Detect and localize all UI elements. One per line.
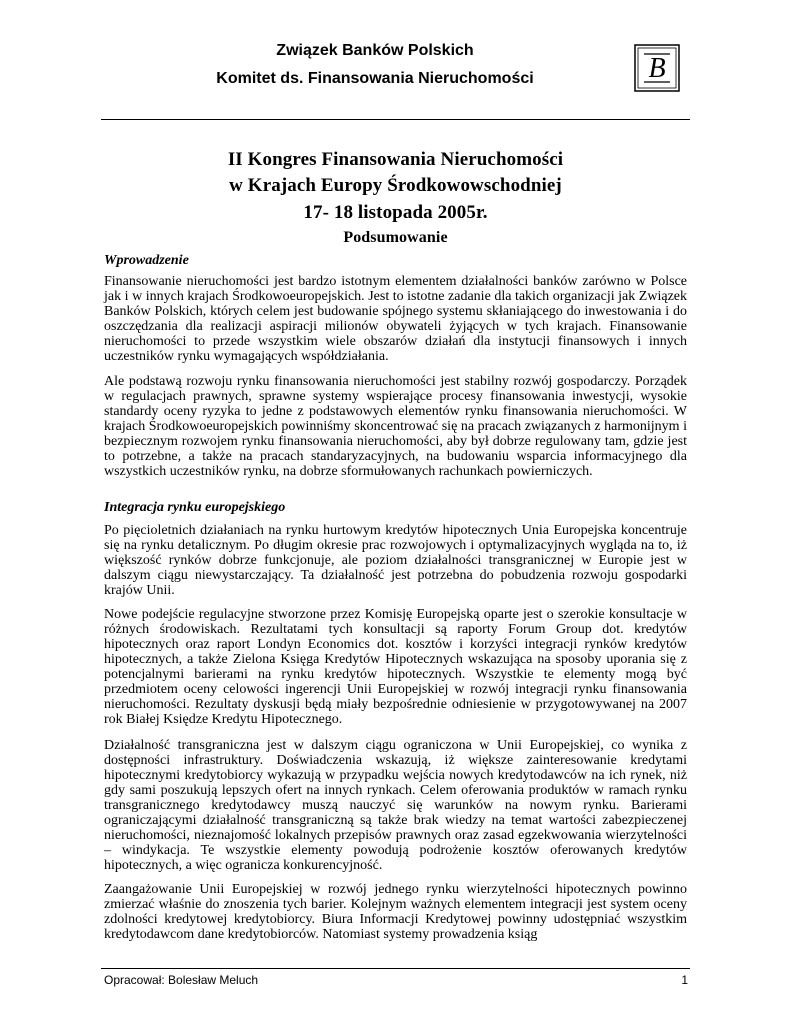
section-heading-intro: Wprowadzenie — [104, 253, 189, 268]
document-subtitle: Podsumowanie — [343, 229, 448, 246]
paragraph: Ale podstawą rozwoju rynku finansowania nieruchomości jest stabilny rozwój gospodarczy. Porządek w regulacjach prawnych, sprawne systemy wspierające procesy finansowania inwestycji, wysokie standardy oceny ryzyka to jedne z podstawowych elementów rynku finansowania nieruchomości. W krajach Środkowoeuropejskich powinniśmy skoncentrować się na pracach związanych z harmonijnym i bezpiecznym rozwojem rynku finansowania nieruchomości, aby był dobrze regulowany tam, gdzie jest to potrzebne, a także na pracach standaryzacyjnych, na budowaniu wsparcia informacyjnego dla wszystkich uczestników rynku, na dobrze sformułowanych rachunkach powierniczych. — [104, 374, 687, 479]
zbp-logo — [634, 44, 680, 92]
document-title-line-2: w Krajach Europy Środkowowschodniej — [229, 175, 562, 196]
footer-divider — [101, 968, 690, 969]
paragraph: Po pięcioletnich działaniach na rynku hurtowym kredytów hipotecznych Unia Europejska koncentruje się na rynku detalicznym. Po długim okresie prac rozwojowych i optymalizacyjnych wygląda na to, iż większość rynków dobrze funkcjonuje, ale poziom działalności transgranicznej w Europie jest w dalszym ciągu niewystarczający. Ta działalność jest potrzebna do pobudzenia rozwoju gospodarki krajów Unii. — [104, 523, 687, 598]
document-title-line-1: II Kongres Finansowania Nieruchomości — [227, 149, 564, 170]
header-divider — [101, 119, 690, 120]
committee-name: Komitet ds. Finansowania Nieruchomości — [216, 70, 534, 87]
paragraph: Zaangażowanie Unii Europejskiej w rozwój jednego rynku wierzytelności hipotecznych powinno zmierzać właśnie do znoszenia tych barier. Kolejnym ważnych elementem integracji jest system oceny zdolności kredytowej kredytobiorcy. Biura Informacji Kredytowej powinny udostępniać wszystkim kredytodawcom dane kredytobiorców. Natomiast systemy prowadzenia ksiąg — [104, 882, 687, 942]
paragraph: Działalność transgraniczna jest w dalszym ciągu ograniczona w Unii Europejskiej, co wynika z dostępności infrastruktury. Doświadczenia wskazują, iż większe zainteresowanie kredytami hipotecznymi kredytobiorcy wykazują w przypadku wejścia nowych kredytodawców na ich rynek, niż gdy sami poszukują lepszych ofert na innych rynkach. Celem oferowania produktów w ramach rynku transgranicznego kredytodawcy muszą nauczyć się warunków na nowym rynku. Barierami ograniczającymi działalność transgraniczną są także brak wiedzy na temat wartości zabezpieczenej nieruchomości, nieznajomość lokalnych przepisów prawnych oraz zasad egzekwowania wierzytelności – windykacja. Te wszystkie elementy powodują podrożenie kosztów oferowanych kredytów hipotecznych, a więc ogranicza konkurencyjność. — [104, 738, 687, 873]
logo-letter: B — [648, 53, 666, 84]
document-title-date: 17- 18 listopada 2005r. — [303, 202, 488, 223]
paragraph: Finansowanie nieruchomości jest bardzo istotnym elementem działalności banków zarówno w Polsce jak i w innych krajach Środkowoeuropejskich. Jest to istotne zadanie dla takich organizacji jak Związek Banków Polskich, których celem jest budowanie spójnego systemu skłaniającego do inwestowania i do oszczędzania dla realizacji aspiracji milionów obywateli żyjących w tych krajach. Finansowanie nieruchomości to przede wszystkim wiele obszarów działań dla instytucji finansowych i innych uczestników rynku wymagających współdziałania. — [104, 274, 687, 364]
section-heading-integration: Integracja rynku europejskiego — [104, 500, 286, 515]
organization-name: Związek Banków Polskich — [276, 42, 474, 59]
page-number: 1 — [681, 973, 688, 987]
paragraph: Nowe podejście regulacyjne stworzone przez Komisję Europejską oparte jest o szerokie konsultacje w różnych środowiskach. Rezultatami tych konsultacji są raporty Forum Group dot. kredytów hipotecznych oraz raport Londyn Economics dot. kosztów i korzyści integracji rynków kredytów hipotecznych, a także Zielona Księga Kredytów Hipotecznych wskazująca na sposoby uporania się z potencjalnymi barierami na rynku kredytów hipotecznych. Wszystkie te elementy mogą być przedmiotem oceny celowości ingerencji Unii Europejskiej w rozwój integracji rynku finansowania nieruchomości. Rezultaty dyskusji będą miały bezpośrednie odniesienie w przygotowywanej na 2007 rok Białej Księdze Kredytu Hipotecznego. — [104, 607, 687, 727]
footer-author: Opracował: Bolesław Meluch — [104, 973, 259, 987]
